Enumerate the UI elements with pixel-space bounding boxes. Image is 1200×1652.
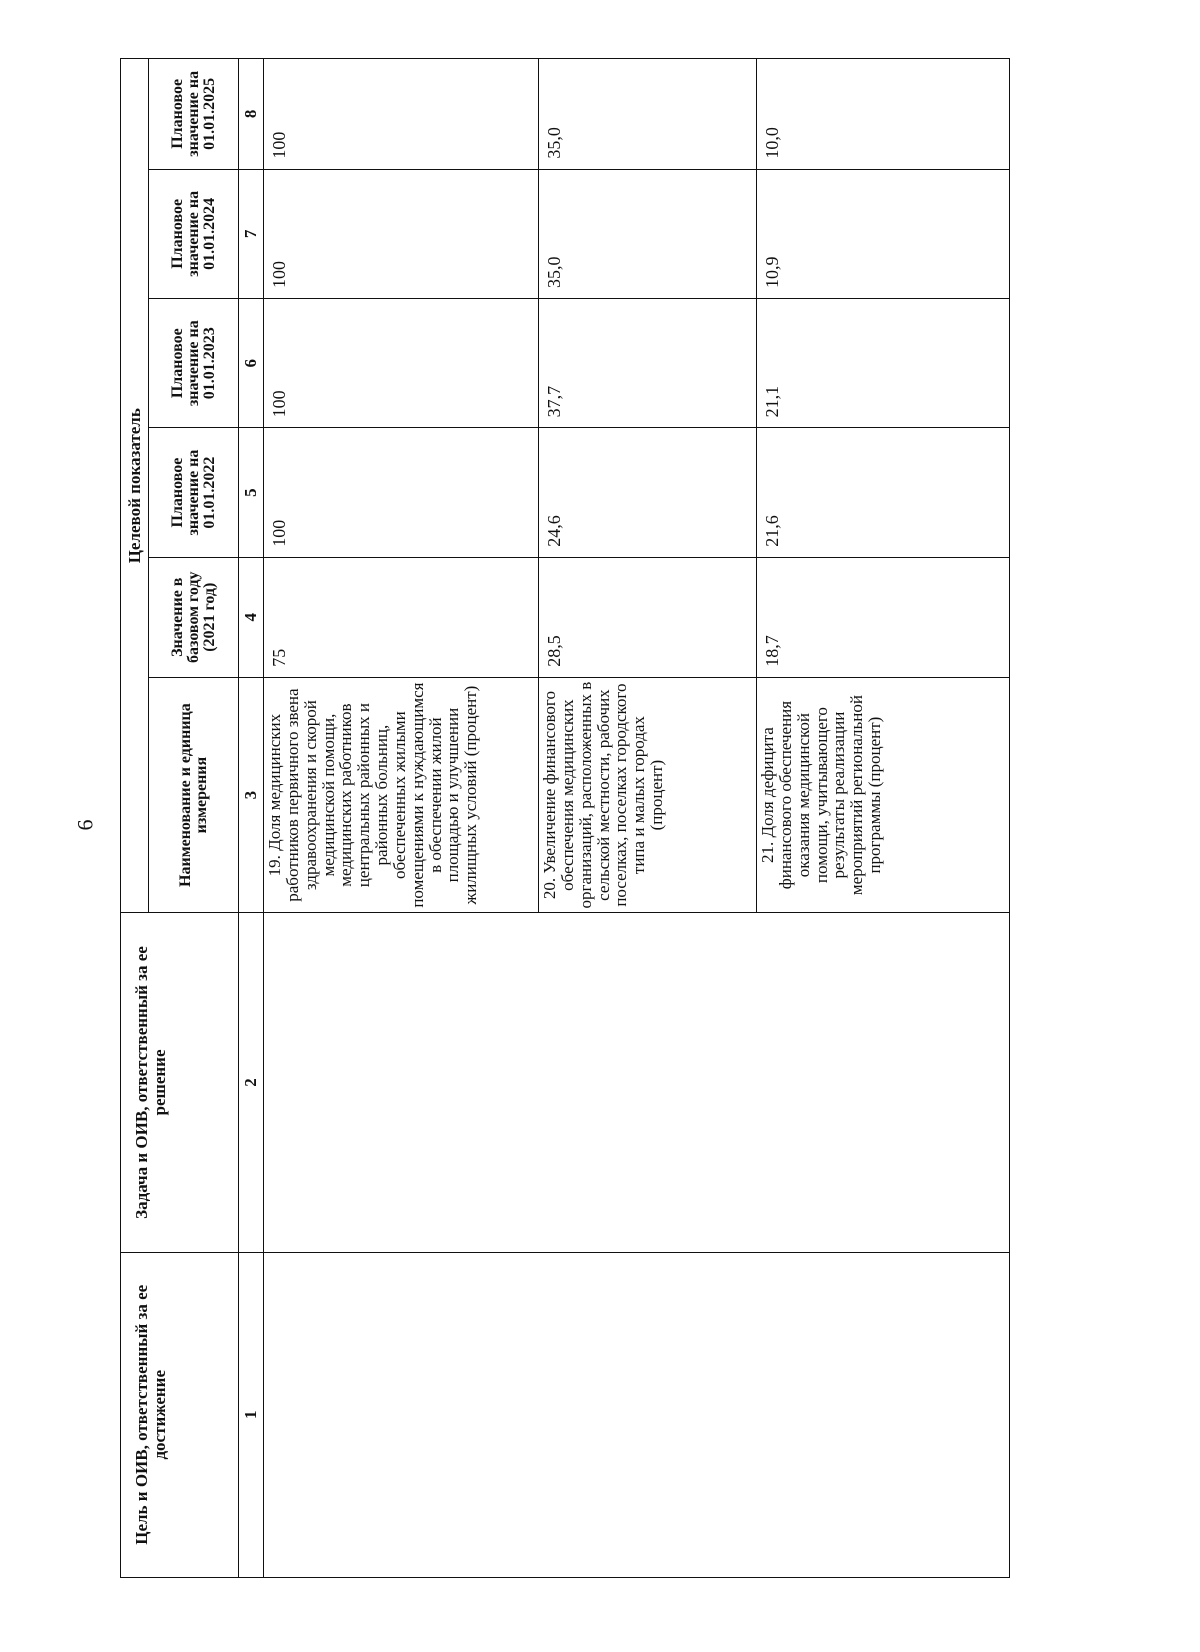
target-indicators-table (120, 58, 1010, 1578)
col-number: 7 (239, 169, 264, 298)
header-name: Наименование и единица измерения (149, 677, 239, 913)
header-goal: Цель и ОИВ, ответственный за ее достижение (121, 1252, 239, 1577)
col-number: 1 (239, 1252, 264, 1577)
header-plan-2024: Плановое значение на 01.01.2024 (149, 169, 239, 298)
rotated-table-container (120, 58, 1010, 1578)
col-number: 6 (239, 299, 264, 428)
goal-cell (264, 1252, 1010, 1577)
table-row (264, 59, 539, 1578)
header-plan-2022: Плановое значение на 01.01.2022 (149, 428, 239, 557)
col-number: 8 (239, 59, 264, 170)
header-indicator-group: Целевой показатель (121, 59, 149, 913)
value-2023: 37,7 (539, 299, 757, 428)
task-cell (264, 913, 1010, 1252)
col-number: 4 (239, 557, 264, 677)
value-2025: 10,0 (757, 59, 1010, 170)
value-2025: 100 (264, 59, 539, 170)
indicator-name: 19. Доля медицинских работников первичного звена здравоохранения и скорой медицинской помощи, медицинских работников центральных районных и районных больниц, обеспеченных жилыми помещениями к нуждающимся в обеспечении жилой площадью и улучшении жилищных условий (процент) (264, 677, 539, 913)
indicator-name: 20. Увеличение финансового обеспечения медицинских организаций, расположенных в сельской местности, рабочих поселках, поселках городского типа и малых городах (процент) (539, 677, 757, 913)
value-2024: 35,0 (539, 169, 757, 298)
indicator-name: 21. Доля дефицита финансового обеспечения оказания медицинской помощи, учитывающего результаты реализации мероприятий региональной программы (процент) (757, 677, 1010, 913)
header-plan-2025: Плановое значение на 01.01.2025 (149, 59, 239, 170)
value-base: 28,5 (539, 557, 757, 677)
value-2024: 100 (264, 169, 539, 298)
value-base: 75 (264, 557, 539, 677)
header-base: Значение в базовом году (2021 год) (149, 557, 239, 677)
value-2022: 100 (264, 428, 539, 557)
header-task: Задача и ОИВ, ответственный за ее решение (121, 913, 239, 1252)
value-2023: 21,1 (757, 299, 1010, 428)
value-2025: 35,0 (539, 59, 757, 170)
value-2022: 24,6 (539, 428, 757, 557)
col-number: 3 (239, 677, 264, 913)
value-2022: 21,6 (757, 428, 1010, 557)
value-2024: 10,9 (757, 169, 1010, 298)
value-base: 18,7 (757, 557, 1010, 677)
page-number: 6 (72, 819, 98, 831)
header-plan-2023: Плановое значение на 01.01.2023 (149, 299, 239, 428)
col-number: 2 (239, 913, 264, 1252)
value-2023: 100 (264, 299, 539, 428)
col-number: 5 (239, 428, 264, 557)
